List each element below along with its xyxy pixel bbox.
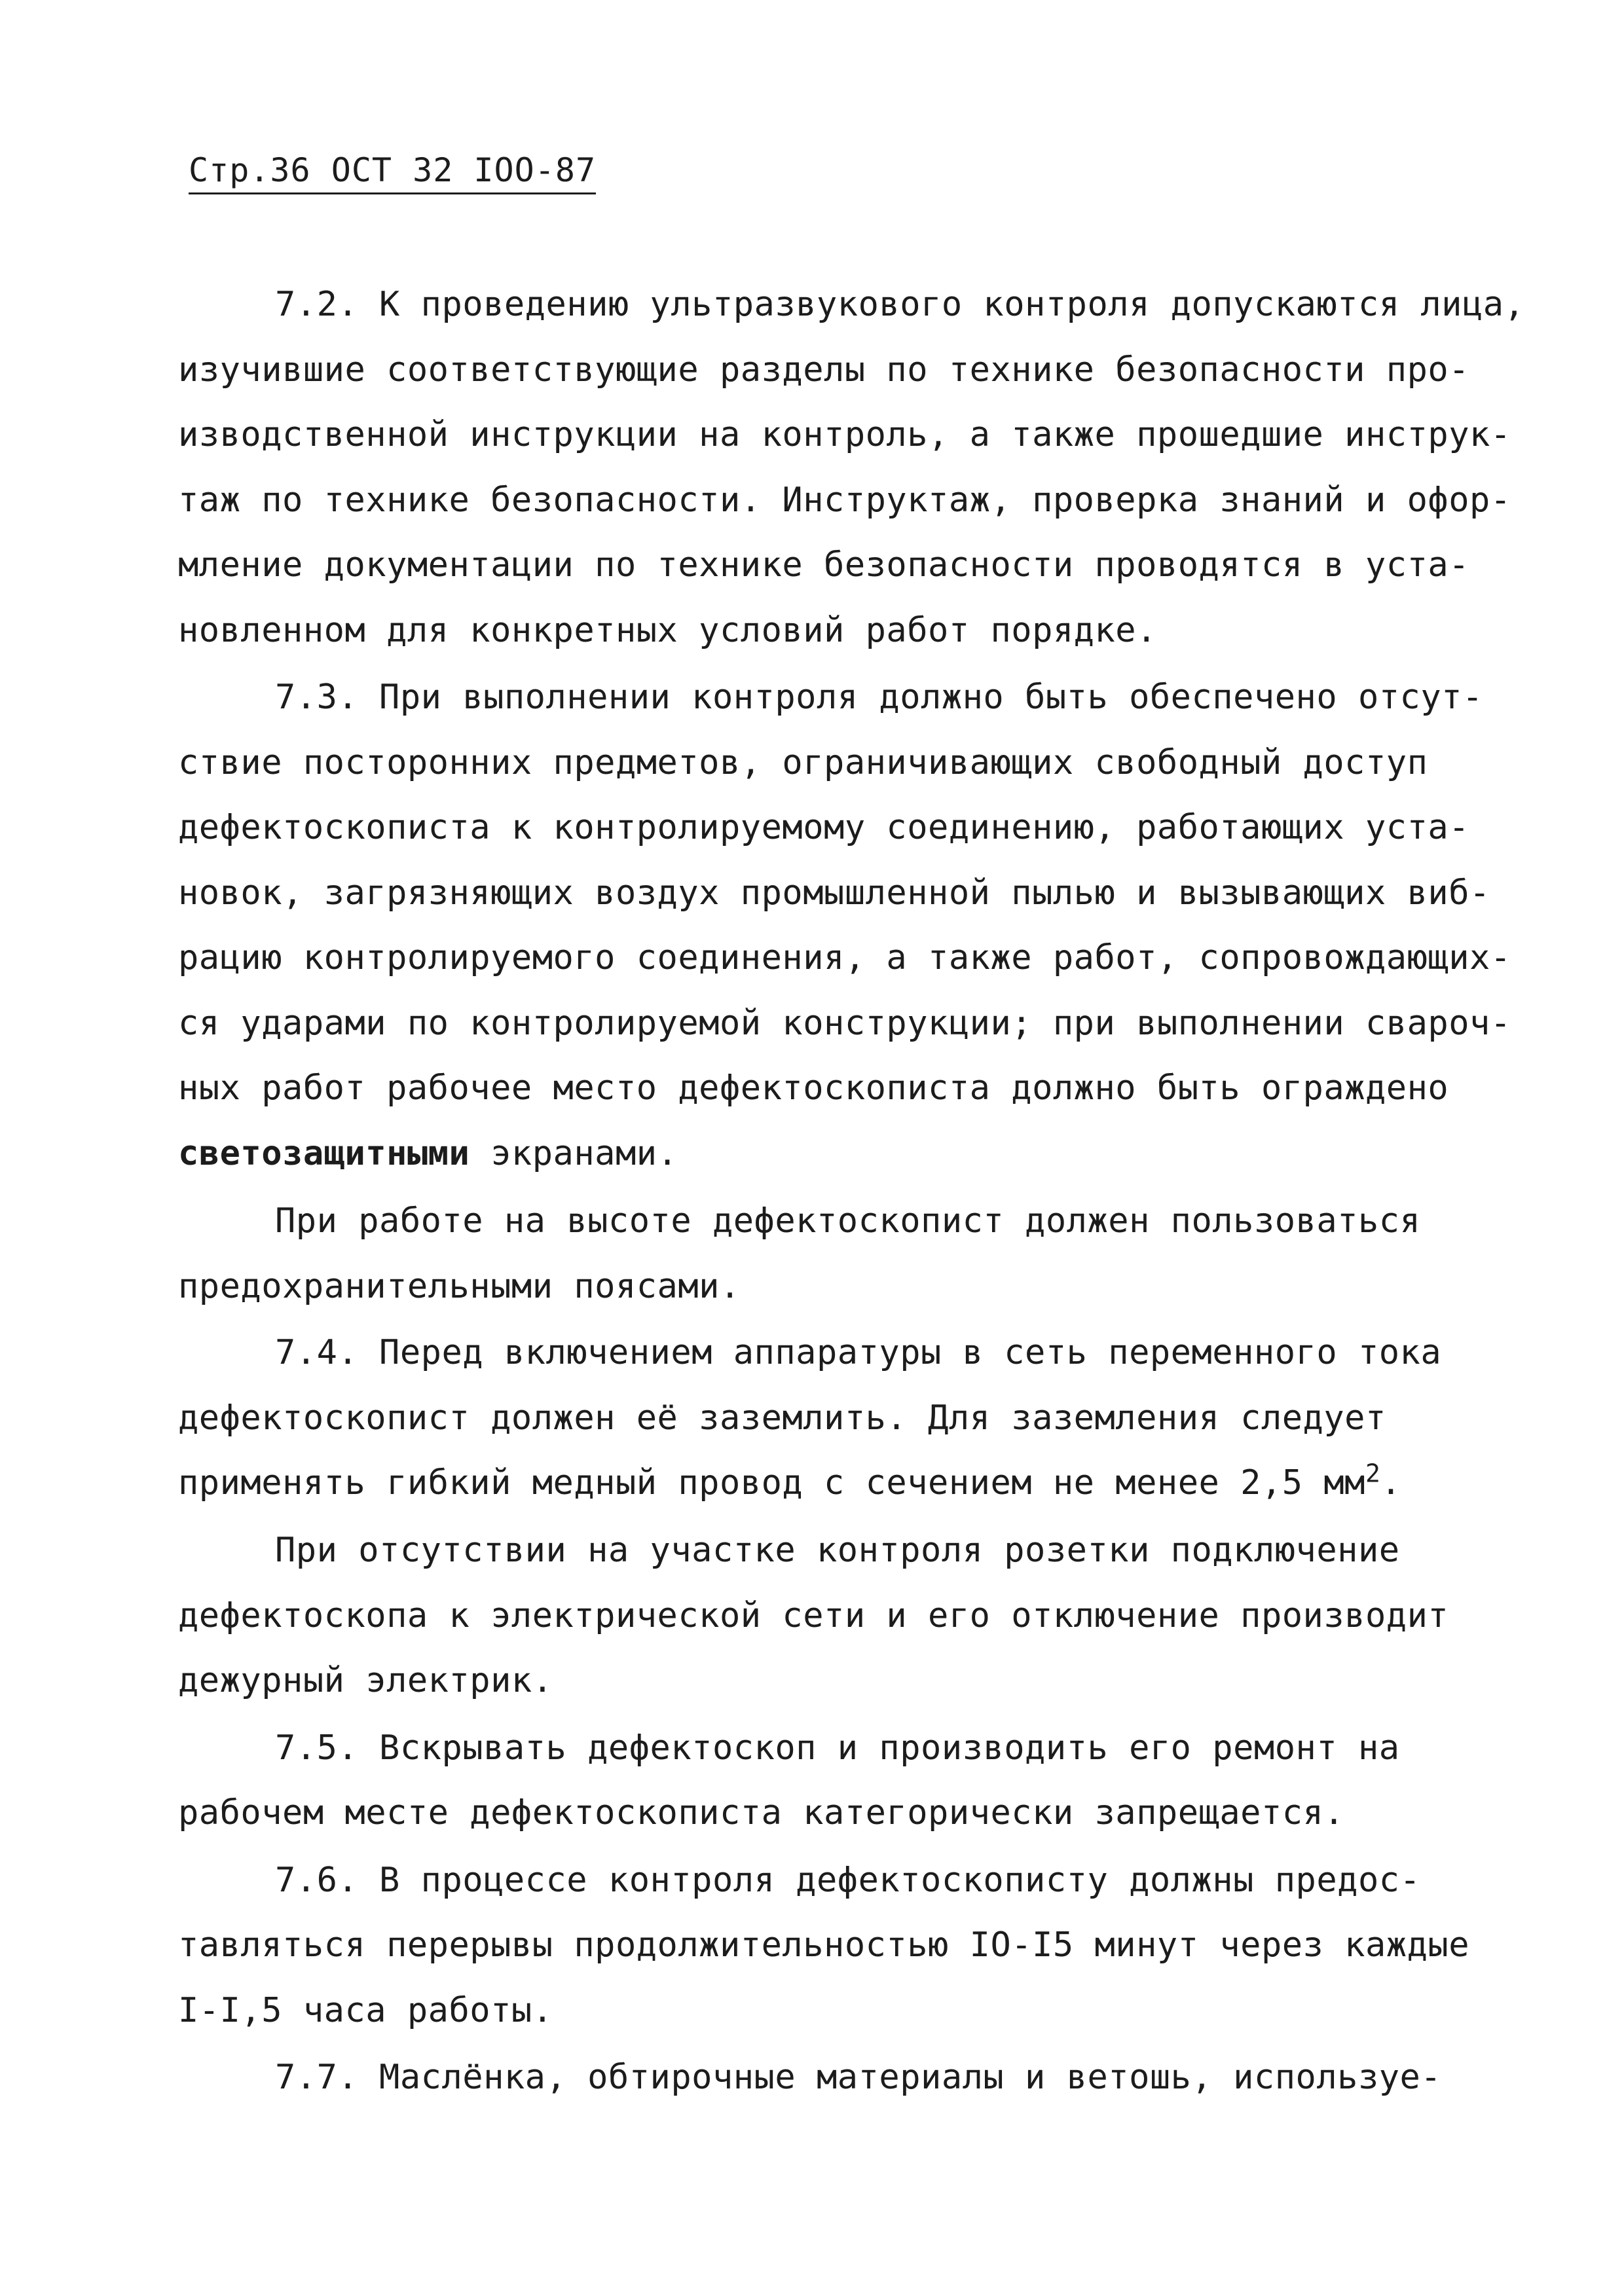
text-line: При работе на высоте дефектоскопист должен пользоваться [275,1201,1421,1241]
text-line: дефектоскопист должен её заземлить. Для заземления следует [178,1398,1386,1438]
text-line: таж по технике безопасности. Инструктаж, проверка знаний и офор- [178,481,1511,520]
text-line: мление документации по технике безопасности проводятся в уста- [178,545,1470,585]
text-line: 7.6. В процессе контроля дефектоскописту должны предос- [275,1861,1421,1900]
text-line: 7.4. Перед включением аппаратуры в сеть переменного тока [275,1333,1442,1372]
text-fragment: . [1380,1463,1402,1503]
text-fragment: экранами. [470,1134,678,1173]
text-line: рацию контролируемого соединения, а также работ, сопровождающих- [178,938,1511,977]
text-line: 7.3. При выполнении контроля должно быть обеспечено отсут- [275,678,1483,717]
text-line: 7.7. Маслёнка, обтирочные материалы и ветошь, используе- [275,2058,1442,2097]
text-line: рабочем месте дефектоскописта категорически запрещается. [178,1793,1345,1832]
text-line: дежурный электрик. [178,1661,553,1700]
text-line: ся ударами по контролируемой конструкции; при выполнении свароч- [178,1004,1511,1043]
text-line: 7.2. К проведению ультразвукового контроля допускаются лица, [275,285,1525,324]
text-fragment: применять гибкий медный провод с сечением не менее 2,5 мм [178,1463,1365,1503]
page-header: Стр.36 ОСТ 32 IOO-87 [189,149,596,194]
text-line: дефектоскописта к контролируемому соединению, работающих уста- [178,808,1470,847]
text-line: тавляться перерывы продолжительностью IO-I5 минут через каждые [178,1925,1470,1965]
text-line [178,1459,1402,1504]
bold-word: светозащитными [178,1134,470,1173]
text-line: новок, загрязняющих воздух промышленной пылью и вызывающих виб- [178,873,1490,913]
text-line: I-I,5 часа работы. [178,1991,553,2030]
text-line: новленном для конкретных условий работ порядке. [178,611,1157,650]
text-line: ствие посторонних предметов, ограничивающих свободный доступ [178,743,1428,782]
text-line: предохранительными поясами. [178,1267,741,1306]
text-line: дефектоскопа к электрической сети и его отключение производит [178,1596,1449,1635]
text-line: При отсутствии на участке контроля розетки подключение [275,1531,1400,1570]
text-line [178,1133,678,1175]
text-line: изводственной инструкции на контроль, а также прошедшие инструк- [178,415,1511,454]
text-line: ных работ рабочее место дефектоскописта должно быть ограждено [178,1068,1449,1108]
superscript: 2 [1365,1459,1381,1488]
text-line: 7.5. Вскрывать дефектоскоп и производить его ремонт на [275,1728,1400,1768]
text-line: изучившие соответствующие разделы по технике безопасности про- [178,350,1470,390]
